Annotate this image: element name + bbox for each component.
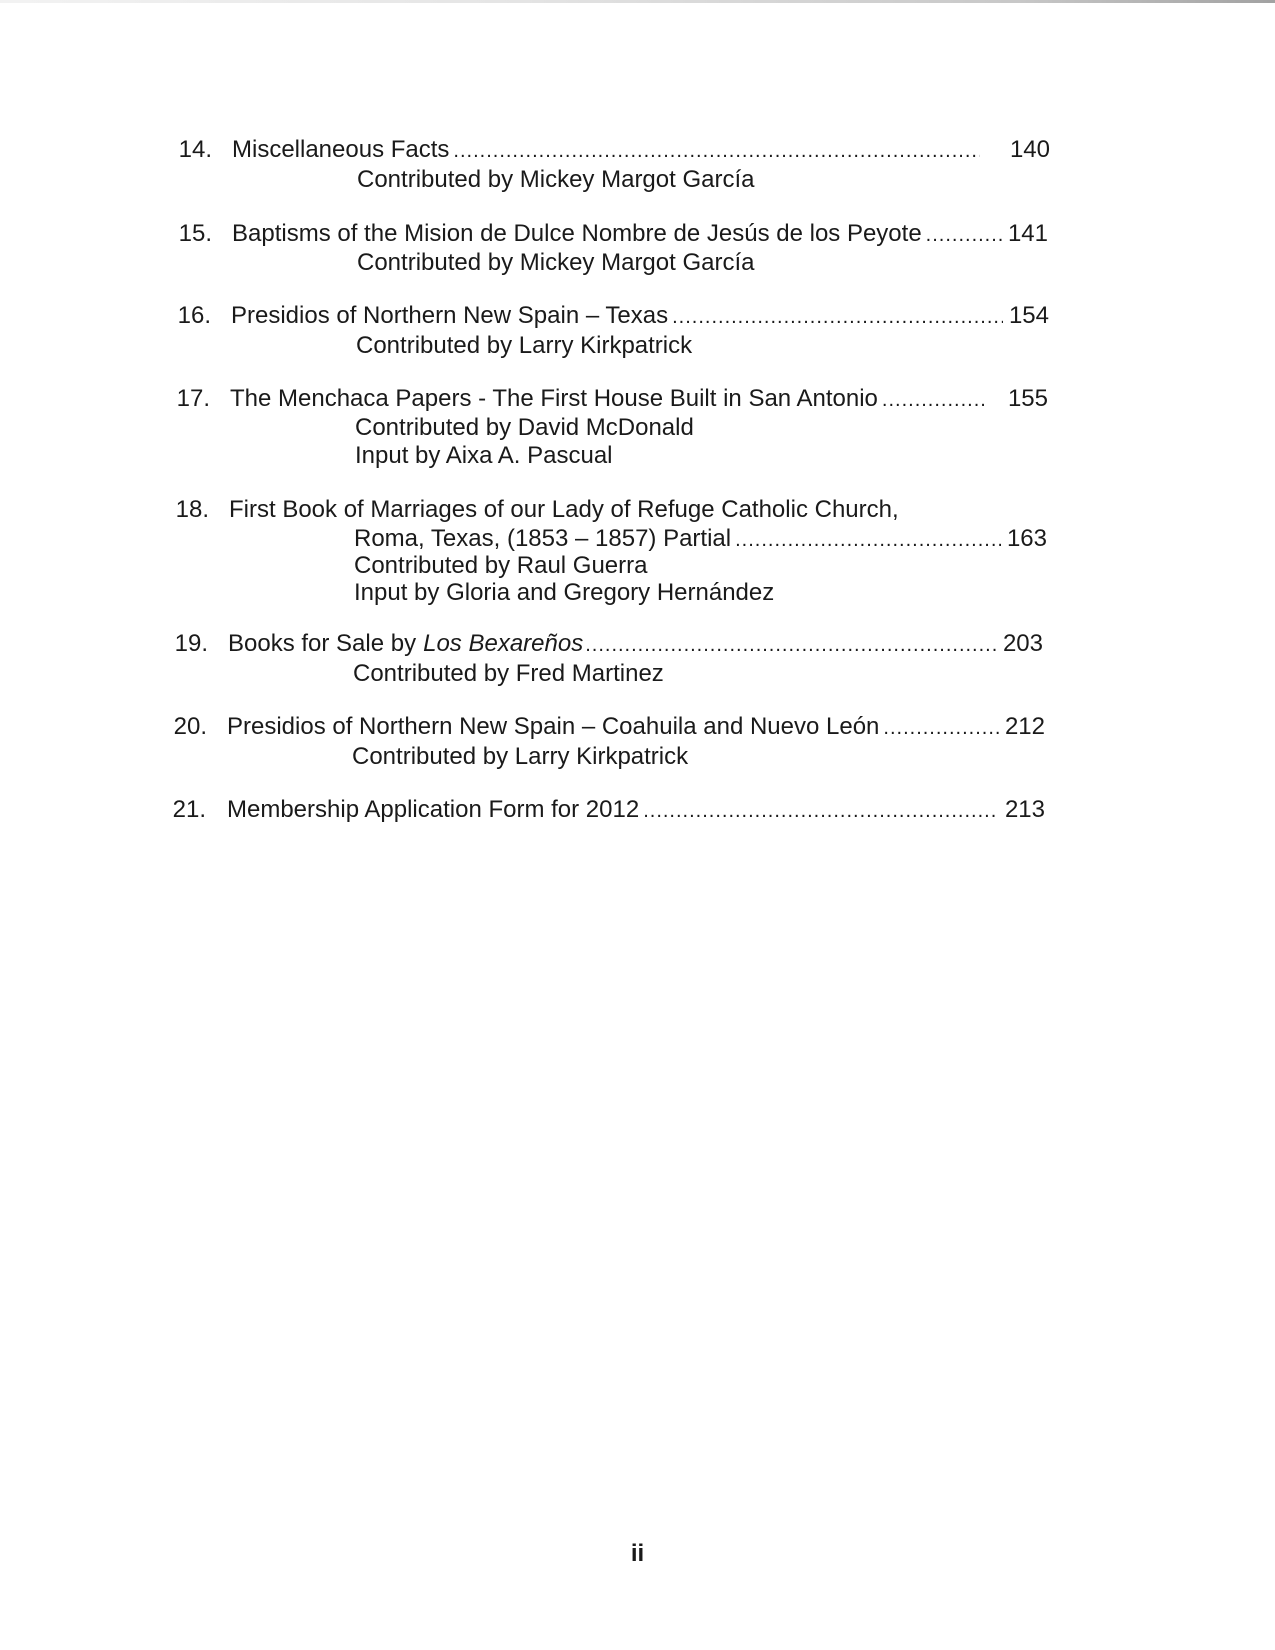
entry-page-number: 141 — [1007, 220, 1048, 247]
page-folio: ii — [630, 1540, 645, 1567]
entry-title: Baptisms of the Mision de Dulce Nombre de Jesús de los Peyote — [232, 220, 922, 247]
entry-title-line — [227, 796, 1045, 825]
entry-number: 17. — [176, 385, 210, 412]
entry-title: Books for Sale by — [228, 630, 417, 657]
entry-page-number: 212 — [1004, 713, 1045, 740]
entry-credit: Contributed by Larry Kirkpatrick — [356, 332, 693, 359]
entry-credit: Contributed by David McDonald — [355, 414, 694, 441]
entry-page-number: 203 — [1002, 630, 1043, 657]
entry-number: 15. — [178, 220, 212, 247]
entry-title: Presidios of Northern New Spain – Texas — [231, 302, 669, 329]
entry-page-number: 213 — [1004, 796, 1045, 823]
dot-leader — [883, 714, 999, 742]
entry-number: 19. — [174, 630, 208, 657]
entry-title-line — [228, 630, 1043, 659]
entry-credit: Input by Gloria and Gregory Hernández — [354, 579, 775, 606]
entry-title-italic: Los Bexareños — [423, 630, 584, 657]
dot-leader — [453, 137, 980, 165]
entry-title-line — [230, 385, 1048, 414]
entry-title-line — [227, 713, 1045, 742]
entry-page-number: 155 — [1007, 385, 1048, 412]
dot-leader — [735, 526, 1001, 554]
entry-number: 21. — [172, 796, 206, 823]
entry-title-line — [232, 220, 1048, 249]
entry-title: Presidios of Northern New Spain – Coahuila and Nuevo León — [227, 713, 880, 740]
dot-leader — [672, 303, 1003, 331]
entry-number: 20. — [173, 713, 207, 740]
entry-title: Miscellaneous Facts — [232, 136, 450, 163]
dot-leader — [926, 221, 1002, 249]
entry-title: Membership Application Form for 2012 — [227, 796, 640, 823]
entry-credit: Contributed by Mickey Margot García — [357, 249, 755, 276]
dot-leader — [643, 797, 999, 825]
entry-number: 18. — [175, 496, 209, 523]
entry-page-number: 140 — [1009, 136, 1050, 163]
entry-title-line — [231, 302, 1049, 331]
entry-title: First Book of Marriages of our Lady of Refuge Catholic Church, — [229, 496, 899, 523]
entry-title-continued: Roma, Texas, (1853 – 1857) Partial — [354, 525, 732, 552]
entry-page-number: 154 — [1008, 302, 1049, 329]
dot-leader — [882, 386, 984, 414]
dot-leader — [585, 631, 997, 659]
entry-credit: Contributed by Larry Kirkpatrick — [352, 743, 689, 770]
entry-credit: Contributed by Mickey Margot García — [357, 166, 755, 193]
entry-title-line — [232, 136, 1050, 165]
entry-page-number: 163 — [1006, 525, 1047, 552]
entry-number: 16. — [177, 302, 211, 329]
entry-number: 14. — [178, 136, 212, 163]
scan-edge — [0, 0, 1275, 3]
entry-credit: Contributed by Fred Martinez — [353, 660, 664, 687]
entry-credit: Input by Aixa A. Pascual — [355, 442, 613, 469]
entry-title-line — [354, 525, 1047, 554]
entry-title: The Menchaca Papers - The First House Built in San Antonio — [230, 385, 878, 412]
entry-credit: Contributed by Raul Guerra — [354, 552, 648, 579]
